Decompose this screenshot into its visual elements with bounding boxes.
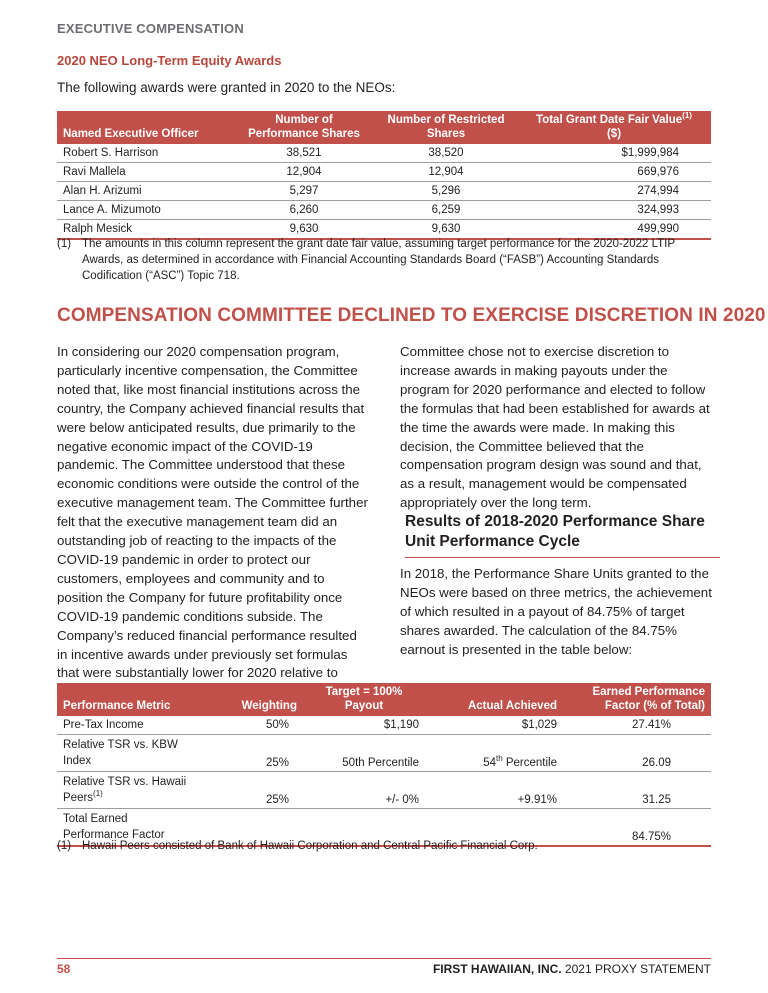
weighting: 25% xyxy=(219,735,303,772)
col-restricted-shares: Number of Restricted Shares xyxy=(375,111,517,144)
metric-name-line2: Peers xyxy=(63,792,94,804)
col-fair-value-footnote-ref: (1) xyxy=(682,111,692,121)
col-metric: Performance Metric xyxy=(57,683,219,716)
awards-table-header xyxy=(57,111,711,144)
col-target: Target = 100% Payout xyxy=(303,683,425,716)
metric-name xyxy=(57,735,219,772)
metrics-footnote-number: (1) xyxy=(57,840,72,852)
fair-value: 669,976 xyxy=(517,163,711,182)
metrics-footnote xyxy=(57,838,711,856)
actual: $1,029 xyxy=(425,716,563,735)
table-row xyxy=(57,144,711,163)
page-number: 58 xyxy=(57,962,71,976)
performance-shares: 9,630 xyxy=(233,220,375,240)
col-earned: Earned Performance Factor (% of Total) xyxy=(563,683,711,716)
col-officer: Named Executive Officer xyxy=(57,111,233,144)
actual-ordinal: th xyxy=(495,754,503,764)
actual xyxy=(425,735,563,772)
fair-value: 499,990 xyxy=(517,220,711,240)
col-fair-value-unit: ($) xyxy=(606,128,622,140)
earned: 27.41% xyxy=(563,716,711,735)
table-row xyxy=(57,772,711,809)
metric-name-line1: Total Earned xyxy=(63,813,128,825)
earned: 31.25 xyxy=(563,772,711,809)
actual-value: 54 xyxy=(483,757,496,769)
performance-shares: 12,904 xyxy=(233,163,375,182)
col-fair-value xyxy=(517,111,711,144)
metric-name-line2: Performance Factor xyxy=(63,829,165,841)
metric-name-line2: Index xyxy=(63,755,92,767)
metrics-footnote-text: Hawaii Peers consisted of Bank of Hawaii Corporation and Central Pacific Financial Corp. xyxy=(82,840,538,852)
table-row xyxy=(57,735,711,772)
metric-footnote-ref: (1) xyxy=(93,789,103,799)
awards-footnote xyxy=(57,236,711,286)
officer-name: Ravi Mallela xyxy=(57,163,233,182)
fair-value: 324,993 xyxy=(517,201,711,220)
metrics-table xyxy=(57,683,711,847)
officer-name: Robert S. Harrison xyxy=(57,144,233,163)
section-header: EXECUTIVE COMPENSATION xyxy=(57,21,244,36)
restricted-shares: 6,259 xyxy=(375,201,517,220)
earned: 84.75% xyxy=(563,809,711,847)
awards-subtitle: 2020 NEO Long-Term Equity Awards xyxy=(57,53,282,68)
fair-value: 274,994 xyxy=(517,182,711,201)
footer-title xyxy=(433,962,711,976)
discretion-heading: COMPENSATION COMMITTEE DECLINED TO EXERCISE DISCRETION IN 2020 xyxy=(57,305,766,326)
performance-shares: 5,297 xyxy=(233,182,375,201)
weighting: 25% xyxy=(219,772,303,809)
footer-company: FIRST HAWAIIAN, INC. xyxy=(432,962,562,976)
restricted-shares: 9,630 xyxy=(375,220,517,240)
footer-doc: 2021 PROXY STATEMENT xyxy=(561,962,711,976)
footer-divider xyxy=(57,958,711,959)
awards-footnote-text: The amounts in this column represent the grant date fair value, assuming target performance for the 2020-2022 LTIP Awards, as determined in accordance with Financial Accounting Standards Board (“FASB”) Accounting Standards Codification (“ASC”) Topic 718. xyxy=(82,238,675,282)
table-row xyxy=(57,163,711,182)
metric-name xyxy=(57,772,219,809)
target: $1,190 xyxy=(303,716,425,735)
table-row xyxy=(57,201,711,220)
actual: +9.91% xyxy=(425,772,563,809)
actual-suffix: Percentile xyxy=(502,757,557,769)
awards-intro: The following awards were granted in 2020 to the NEOs: xyxy=(57,80,396,95)
table-row xyxy=(57,182,711,201)
results-heading: Results of 2018-2020 Performance Share Unit Performance Cycle xyxy=(405,512,720,558)
target: 50th Percentile xyxy=(303,735,425,772)
officer-name: Lance A. Mizumoto xyxy=(57,201,233,220)
target: +/- 0% xyxy=(303,772,425,809)
metric-name-line1: Relative TSR vs. Hawaii xyxy=(63,776,187,788)
discretion-left-paragraph: In considering our 2020 compensation program, particularly incentive compensation, the Committee noted that, like most financial institutions across the country, the Company achieved financial results that were below anticipated results, due primarily to the negative economic impact of the COVID-19 pandemic. The Committee understood that these economic conditions were outside the control of the executive management team. The Committee further felt that the executive management team did an outstanding job of reacting to the impacts of the COVID-19 pandemic in order to protect our customers, employees and community and to position the Company for future profitability once COVID-19 pandemic conditions subside. The Company’s reduced financial performance resulted in incentive awards under previously set formulas that were substantially lower for 2020 relative to xyxy=(57,344,368,681)
awards-table xyxy=(57,111,711,240)
discretion-right-paragraph: Committee chose not to exercise discretion to increase awards in making payouts under the program for 2020 performance and elected to follow the formulas that had been established for awards at the time the awards were made. In making this decision, the Committee believed that the compensation program design was sound and that, as a result, management would be compensated appropriately over the long term. xyxy=(400,344,710,511)
col-weighting: Weighting xyxy=(219,683,303,716)
results-paragraph: In 2018, the Performance Share Units granted to the NEOs were based on three metrics, the achievement of which resulted in a payout of 84.75% of target shares awarded. The calculation of the 84.75% earnout is presented in the table below: xyxy=(400,566,712,657)
performance-shares: 38,521 xyxy=(233,144,375,163)
table-row xyxy=(57,716,711,735)
restricted-shares: 12,904 xyxy=(375,163,517,182)
awards-footnote-number: (1) xyxy=(57,238,72,250)
col-fair-value-label: Total Grant Date Fair Value xyxy=(536,114,683,126)
metric-name xyxy=(57,716,219,735)
performance-shares: 6,260 xyxy=(233,201,375,220)
metric-name-line1: Relative TSR vs. KBW xyxy=(63,739,178,751)
col-performance-shares: Number of Performance Shares xyxy=(233,111,375,144)
metrics-table-header xyxy=(57,683,711,716)
col-actual: Actual Achieved xyxy=(425,683,563,716)
officer-name: Alan H. Arizumi xyxy=(57,182,233,201)
earned: 26.09 xyxy=(563,735,711,772)
metric-name-line1: Pre-Tax Income xyxy=(63,719,144,731)
officer-name: Ralph Mesick xyxy=(57,220,233,240)
weighting: 50% xyxy=(219,716,303,735)
restricted-shares: 5,296 xyxy=(375,182,517,201)
fair-value: $1,999,984 xyxy=(517,144,711,163)
restricted-shares: 38,520 xyxy=(375,144,517,163)
